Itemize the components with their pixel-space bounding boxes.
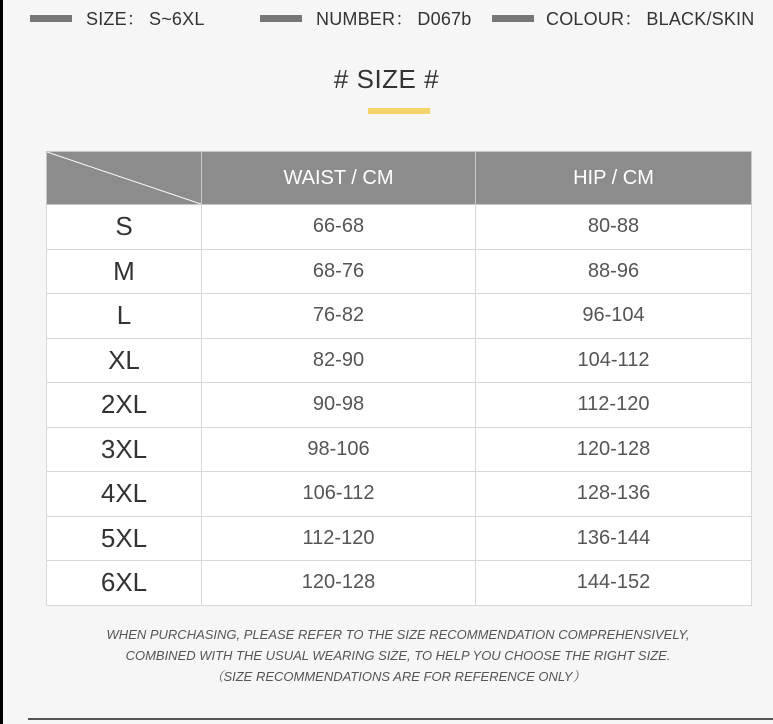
hip-cell: 112-120 — [476, 383, 752, 428]
table-row — [47, 427, 752, 472]
size-heading: # SIZE # — [333, 64, 440, 94]
table-row — [47, 205, 752, 250]
page-left-edge — [0, 0, 3, 724]
table-row — [47, 249, 752, 294]
dash-marker — [30, 15, 72, 22]
table-row — [47, 338, 752, 383]
waist-cell: 90-98 — [202, 383, 476, 428]
size-cell: 4XL — [47, 472, 202, 517]
dash-marker — [260, 15, 302, 22]
header-waist: WAIST / CM — [202, 152, 476, 205]
dash-marker — [492, 15, 534, 22]
size-cell: M — [47, 249, 202, 294]
table-header-row — [47, 152, 752, 205]
note-line: COMBINED WITH THE USUAL WEARING SIZE, TO HELP YOU CHOOSE THE RIGHT SIZE. — [125, 648, 671, 663]
size-notes — [0, 624, 773, 687]
hip-cell: 80-88 — [476, 205, 752, 250]
hip-cell: 144-152 — [476, 561, 752, 606]
info-colour-label: COLOUR： — [546, 9, 643, 29]
table-row — [47, 383, 752, 428]
header-hip: HIP / CM — [476, 152, 752, 205]
waist-cell: 112-120 — [202, 516, 476, 561]
hip-cell: 128-136 — [476, 472, 752, 517]
waist-cell: 82-90 — [202, 338, 476, 383]
waist-cell: 98-106 — [202, 427, 476, 472]
size-cell: S — [47, 205, 202, 250]
size-cell: XL — [47, 338, 202, 383]
info-size-label: SIZE： — [86, 9, 146, 29]
info-number-value: D067b — [417, 9, 472, 29]
info-size — [30, 6, 205, 30]
corner-cell — [47, 152, 202, 205]
hip-cell: 136-144 — [476, 516, 752, 561]
hip-cell: 104-112 — [476, 338, 752, 383]
note-line: WHEN PURCHASING, PLEASE REFER TO THE SIZE RECOMMENDATION COMPREHENSIVELY, — [106, 627, 690, 642]
diagonal-line — [47, 152, 201, 204]
table-row — [47, 294, 752, 339]
info-size-value: S~6XL — [149, 9, 205, 29]
hip-cell: 120-128 — [476, 427, 752, 472]
waist-cell: 120-128 — [202, 561, 476, 606]
size-chart-table — [46, 151, 752, 606]
table-row — [47, 561, 752, 606]
bottom-divider — [28, 718, 773, 720]
waist-cell: 106-112 — [202, 472, 476, 517]
size-cell: L — [47, 294, 202, 339]
info-number — [260, 6, 471, 30]
info-colour — [492, 6, 754, 30]
note-line: （SIZE RECOMMENDATIONS ARE FOR REFERENCE ONLY） — [210, 669, 586, 684]
waist-cell: 66-68 — [202, 205, 476, 250]
product-info-bar — [0, 6, 773, 30]
info-number-label: NUMBER： — [316, 9, 414, 29]
size-cell: 2XL — [47, 383, 202, 428]
table-row — [47, 516, 752, 561]
waist-cell: 68-76 — [202, 249, 476, 294]
waist-cell: 76-82 — [202, 294, 476, 339]
size-cell: 6XL — [47, 561, 202, 606]
size-cell: 5XL — [47, 516, 202, 561]
table-row — [47, 472, 752, 517]
size-cell: 3XL — [47, 427, 202, 472]
heading-underline — [368, 108, 430, 114]
hip-cell: 88-96 — [476, 249, 752, 294]
hip-cell: 96-104 — [476, 294, 752, 339]
info-colour-value: BLACK/SKIN — [646, 9, 755, 29]
